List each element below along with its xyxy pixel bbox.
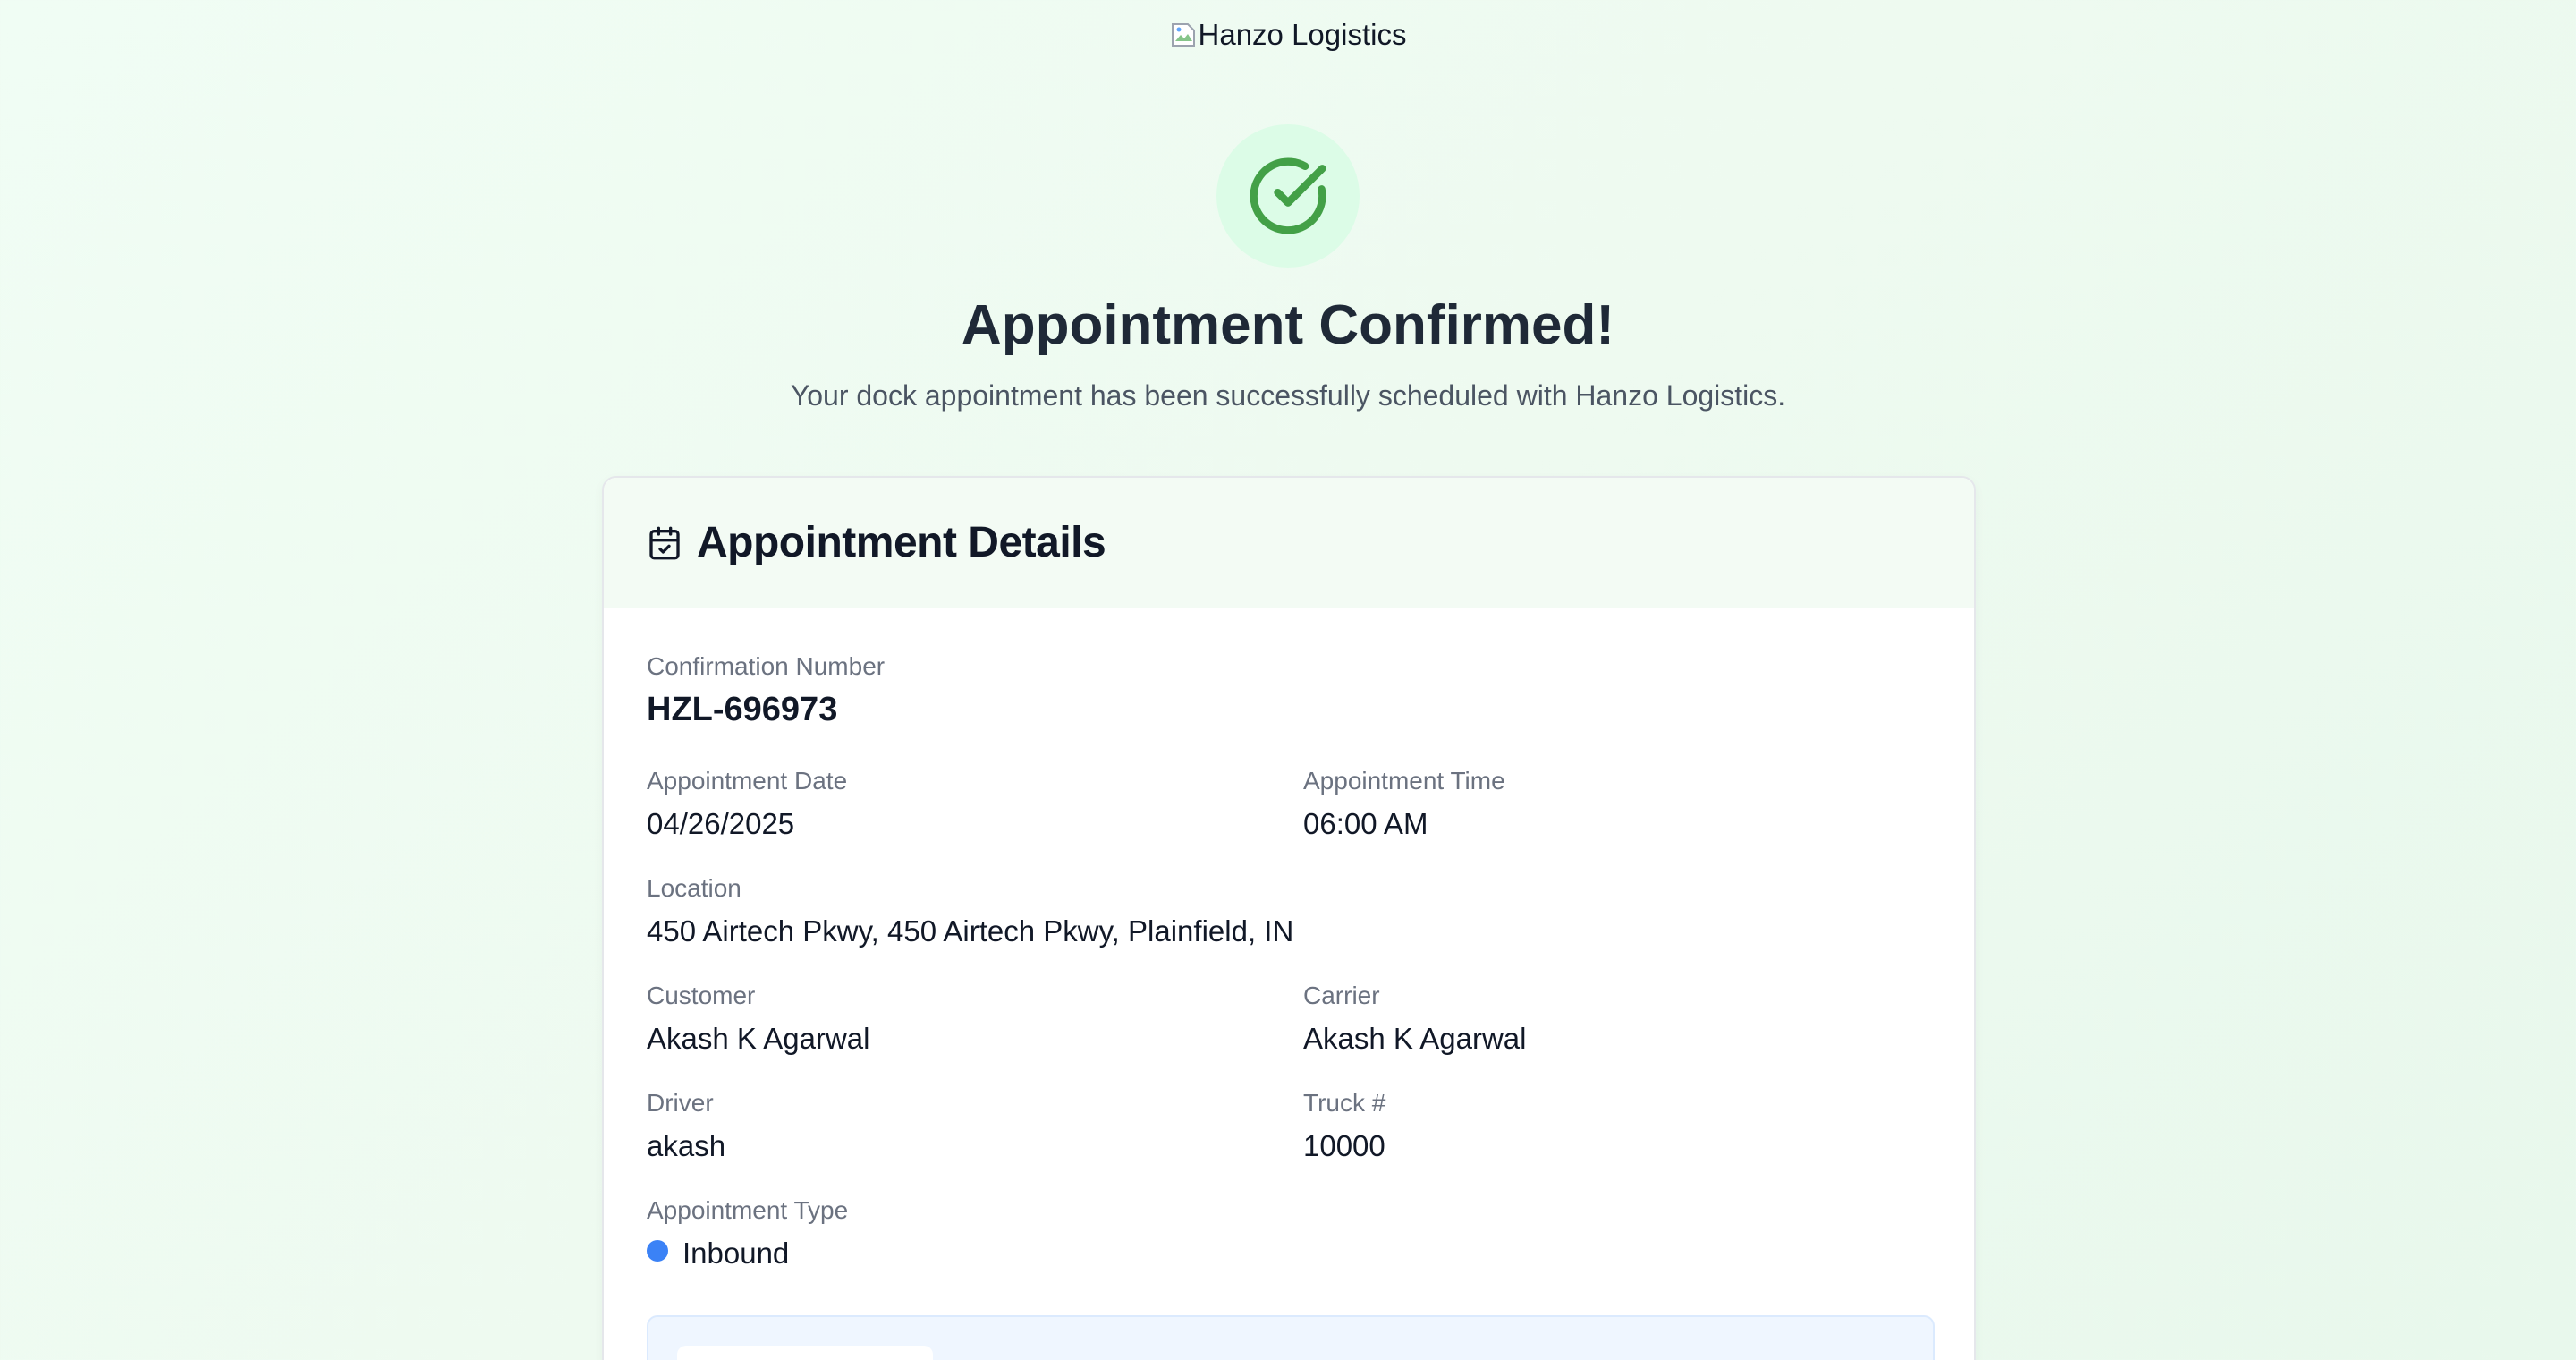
- info-panel-badge: [677, 1346, 933, 1360]
- truck-number-value: 10000: [1303, 1129, 1385, 1162]
- driver-value: akash: [647, 1129, 726, 1162]
- appointment-date-field: [647, 766, 847, 843]
- logo-alt-text: Hanzo Logistics: [1198, 18, 1407, 51]
- carrier-label: Carrier: [1303, 982, 1380, 1009]
- customer-value: Akash K Agarwal: [647, 1022, 870, 1055]
- customer-field: [647, 981, 869, 1058]
- confirmation-number-field: [647, 651, 885, 728]
- page-subtitle: Your dock appointment has been successfully scheduled with Hanzo Logistics.: [790, 379, 1786, 412]
- location-value: 450 Airtech Pkwy, 450 Airtech Pkwy, Plainfield, IN: [647, 914, 1294, 948]
- location-field: [647, 873, 1293, 950]
- company-logo: [0, 18, 2576, 52]
- location-label: Location: [647, 874, 741, 902]
- appointment-date-value: 04/26/2025: [647, 807, 795, 840]
- carrier-field: [1303, 981, 1526, 1058]
- info-panel: [647, 1315, 1935, 1360]
- carrier-value: Akash K Agarwal: [1303, 1022, 1527, 1055]
- appointment-date-label: Appointment Date: [647, 767, 848, 795]
- truck-number-label: Truck #: [1303, 1089, 1386, 1117]
- appointment-type-field: [647, 1195, 848, 1272]
- confirmation-number-label: Confirmation Number: [647, 652, 886, 680]
- check-circle-icon: [1247, 155, 1329, 237]
- broken-image-icon: [1170, 21, 1197, 48]
- confirmation-number-value: HZL-696973: [647, 691, 838, 728]
- appointment-type-value: [647, 1235, 848, 1272]
- card-header: [604, 478, 1974, 608]
- page-title: Appointment Confirmed!: [961, 294, 1615, 356]
- appointment-time-field: [1303, 766, 1505, 843]
- appointment-type-text: Inbound: [682, 1237, 790, 1270]
- appointment-time-value: 06:00 AM: [1303, 807, 1428, 840]
- calendar-check-icon: [647, 525, 682, 561]
- appointment-type-label: Appointment Type: [647, 1196, 849, 1224]
- driver-label: Driver: [647, 1089, 714, 1117]
- appointment-details-card: [602, 476, 1976, 1360]
- appointment-time-label: Appointment Time: [1303, 767, 1505, 795]
- inbound-status-dot: [647, 1240, 668, 1262]
- card-title: Appointment Details: [697, 519, 1106, 566]
- success-badge: [1216, 124, 1360, 268]
- customer-label: Customer: [647, 982, 756, 1009]
- driver-field: [647, 1088, 725, 1165]
- truck-number-field: [1303, 1088, 1385, 1165]
